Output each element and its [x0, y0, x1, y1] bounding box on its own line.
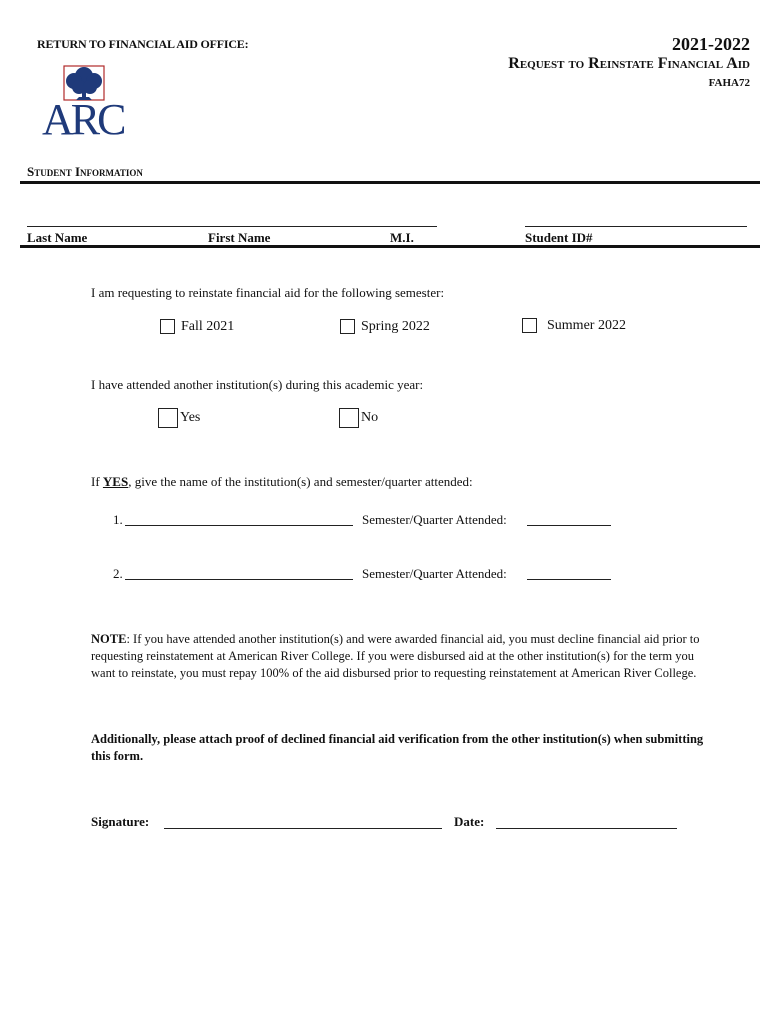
- note-text: : If you have attended another institution(s) and were awarded financial aid, you must decline financial aid prior to requesting reinstatement at American River College. If you were disbursed aid at the other institution(s) for the term you want to reinstate, you must repay 100% of the aid disbursed prior to requesting reinstatement at American River College.: [91, 632, 700, 680]
- return-to-office-label: RETURN TO FINANCIAL AID OFFICE:: [37, 37, 249, 51]
- institution-1-attended-line[interactable]: [527, 525, 611, 526]
- semester-option-fall: [160, 319, 234, 335]
- semester-prompt: I am requesting to reinstate financial aid for the following semester:: [91, 285, 445, 300]
- institution-2-attended-line[interactable]: [527, 579, 611, 580]
- academic-year: 2021-2022: [672, 34, 750, 54]
- spring-2022-label: Spring 2022: [361, 319, 430, 334]
- mi-label: M.I.: [390, 230, 414, 245]
- section-divider: [20, 181, 760, 184]
- date-label: Date:: [454, 814, 485, 829]
- section-title-student-information: Student Information: [27, 164, 143, 179]
- attended-option-no: [339, 408, 378, 428]
- institution-1-name-line[interactable]: [125, 525, 353, 526]
- institutions-prompt-suffix: , give the name of the institution(s) and semester/quarter attended:: [128, 474, 473, 489]
- attended-option-yes: [158, 408, 200, 428]
- fall-2021-label: Fall 2021: [181, 319, 235, 334]
- first-name-label: First Name: [208, 230, 271, 245]
- logo-text: ARC: [42, 95, 124, 144]
- student-id-field-line[interactable]: [525, 226, 747, 227]
- college-logo: [40, 64, 130, 144]
- no-checkbox[interactable]: [339, 408, 359, 428]
- summer-2022-label: Summer 2022: [547, 318, 626, 333]
- attended-prompt: I have attended another institution(s) during this academic year:: [91, 377, 424, 392]
- attach-proof-paragraph: Additionally, please attach proof of declined financial aid verification from the other institution(s) when submitting this form.: [91, 732, 704, 763]
- student-id-label: Student ID#: [525, 230, 593, 245]
- date-line[interactable]: [496, 828, 677, 829]
- institutions-prompt-yes: YES: [102, 474, 129, 489]
- institution-2-attended-label: Semester/Quarter Attended:: [362, 566, 507, 581]
- institution-1-attended-label: Semester/Quarter Attended:: [362, 512, 507, 527]
- semester-option-summer: [522, 318, 626, 334]
- institution-row-2-number: 2.: [113, 566, 123, 581]
- no-label: No: [361, 410, 379, 426]
- yes-label: Yes: [180, 410, 201, 426]
- section-divider-bottom: [20, 245, 760, 248]
- institutions-prompt-prefix: If: [91, 474, 103, 489]
- institutions-prompt: [91, 474, 473, 490]
- note-label: NOTE: [91, 632, 127, 646]
- signature-line[interactable]: [164, 828, 442, 829]
- form-title: Request to Reinstate Financial Aid: [508, 55, 750, 72]
- name-field-line[interactable]: [27, 226, 437, 227]
- last-name-label: Last Name: [27, 230, 88, 245]
- spring-2022-checkbox[interactable]: [340, 319, 355, 334]
- semester-option-spring: [340, 319, 430, 335]
- yes-checkbox[interactable]: [158, 408, 178, 428]
- institution-row-1-number: 1.: [113, 512, 123, 527]
- form-code: FAHA72: [708, 77, 750, 89]
- signature-label: Signature:: [91, 814, 150, 829]
- institution-2-name-line[interactable]: [125, 579, 353, 580]
- fall-2021-checkbox[interactable]: [160, 319, 175, 334]
- summer-2022-checkbox[interactable]: [522, 318, 537, 333]
- note-paragraph: [91, 631, 711, 682]
